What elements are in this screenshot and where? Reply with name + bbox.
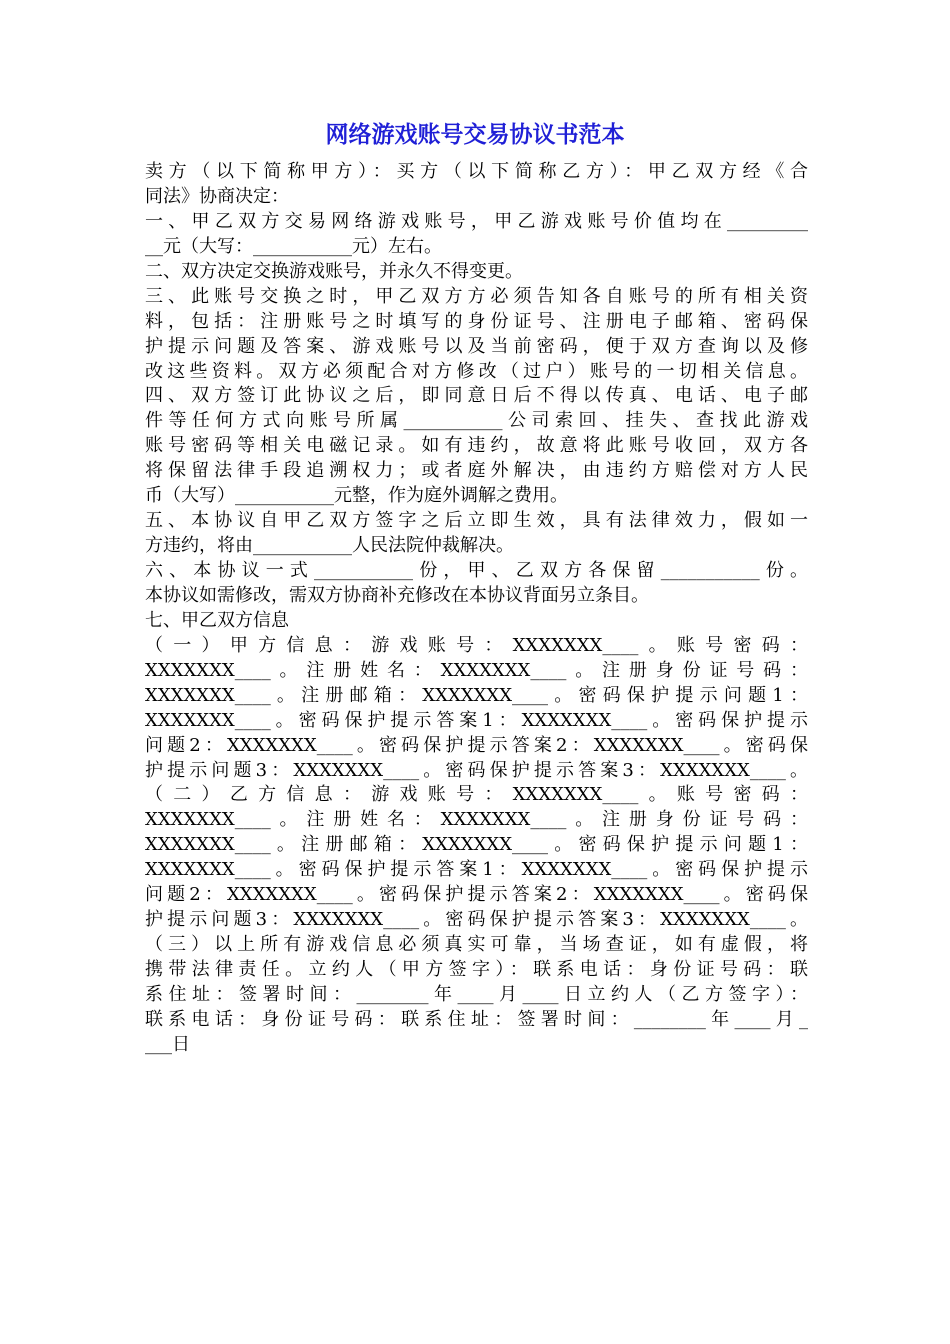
body-line: 二、双方决定交换游戏账号，并永久不得变更。 <box>145 260 523 282</box>
body-line: XXXXXXX____。注册姓名：XXXXXXX____。注册身份证号码： <box>145 809 808 831</box>
body-line: 问题2：XXXXXXX____。密码保护提示答案2：XXXXXXX____。密码保 <box>145 884 808 906</box>
body-line: 同法》协商决定： <box>145 185 289 207</box>
body-line: （三）以上所有游戏信息必须真实可靠，当场查证，如有虚假，将 <box>145 934 808 956</box>
body-line: ___日 <box>145 1033 190 1055</box>
body-line: 护提示问题3：XXXXXXX____。密码保护提示答案3：XXXXXXX____。 <box>145 909 808 931</box>
body-line: 六、本协议一式___________份，甲、乙双方各保留___________份。 <box>145 560 808 581</box>
body-line: 账号密码等相关电磁记录。如有违约，故意将此账号收回，双方各 <box>145 435 808 457</box>
body-line: 系住址：签署时间：________年____月____日立约人（乙方签字）： <box>145 983 808 1005</box>
body-line: 携带法律责任。立约人（甲方签字）：联系电话：身份证号码：联 <box>145 959 808 980</box>
body-line: 币（大写）___________元整，作为庭外调解之费用。 <box>145 485 568 507</box>
body-line: 料，包括：注册账号之时填写的身份证号、注册电子邮箱、密码保 <box>145 310 808 332</box>
body-line: 四、双方签订此协议之后，即同意日后不得以传真、电话、电子邮 <box>145 385 808 407</box>
body-line: （一）甲方信息：游戏账号：XXXXXXX____。账号密码： <box>145 634 808 656</box>
agreement-body <box>145 160 808 1058</box>
body-line: 联系电话：身份证号码：联系住址：签署时间：________年____月_ <box>145 1008 808 1030</box>
body-line: 改这些资料。双方必须配合对方修改（过户）账号的一切相关信息。 <box>145 360 808 382</box>
body-line: XXXXXXX____。注册邮箱：XXXXXXX____。密码保护提示问题1： <box>145 834 808 856</box>
body-line: XXXXXXX____。密码保护提示答案1：XXXXXXX____。密码保护提示 <box>145 859 808 881</box>
body-line: __元（大写：___________元）左右。 <box>145 235 442 257</box>
body-line: XXXXXXX____。注册邮箱：XXXXXXX____。密码保护提示问题1： <box>145 684 808 706</box>
body-line: 卖方（以下简称甲方）：买方（以下简称乙方）：甲乙双方经《合 <box>145 161 808 182</box>
body-line: 三、此账号交换之时，甲乙双方方必须告知各自账号的所有相关资 <box>145 285 808 307</box>
body-line: 问题2：XXXXXXX____。密码保护提示答案2：XXXXXXX____。密码保 <box>145 734 808 756</box>
body-line: XXXXXXX____。注册姓名：XXXXXXX____。注册身份证号码： <box>145 659 808 681</box>
document-title: 网络游戏账号交易协议书范本 <box>325 122 625 148</box>
body-line: 一、甲乙双方交易网络游戏账号，甲乙游戏账号价值均在_________ <box>145 210 808 232</box>
body-line: XXXXXXX____。密码保护提示答案1：XXXXXXX____。密码保护提示 <box>145 709 808 731</box>
body-line: 七、甲乙双方信息 <box>145 609 289 631</box>
body-line: 将保留法律手段追溯权力；或者庭外解决，由违约方赔偿对方人民 <box>145 460 808 482</box>
body-line: 护提示问题3：XXXXXXX____。密码保护提示答案3：XXXXXXX____。 <box>145 759 808 781</box>
body-line: 方违约，将由___________人民法院仲裁解决。 <box>145 535 514 557</box>
body-line: 护提示问题及答案、游戏账号以及当前密码，便于双方查询以及修 <box>145 335 808 357</box>
body-line: 本协议如需修改，需双方协商补充修改在本协议背面另立条目。 <box>145 584 649 606</box>
body-line: 五、本协议自甲乙双方签字之后立即生效，具有法律效力，假如一 <box>145 510 808 532</box>
body-line: 件等任何方式向账号所属___________公司索回、挂失、查找此游戏 <box>145 410 808 432</box>
body-line: （二）乙方信息：游戏账号：XXXXXXX____。账号密码： <box>145 784 808 806</box>
